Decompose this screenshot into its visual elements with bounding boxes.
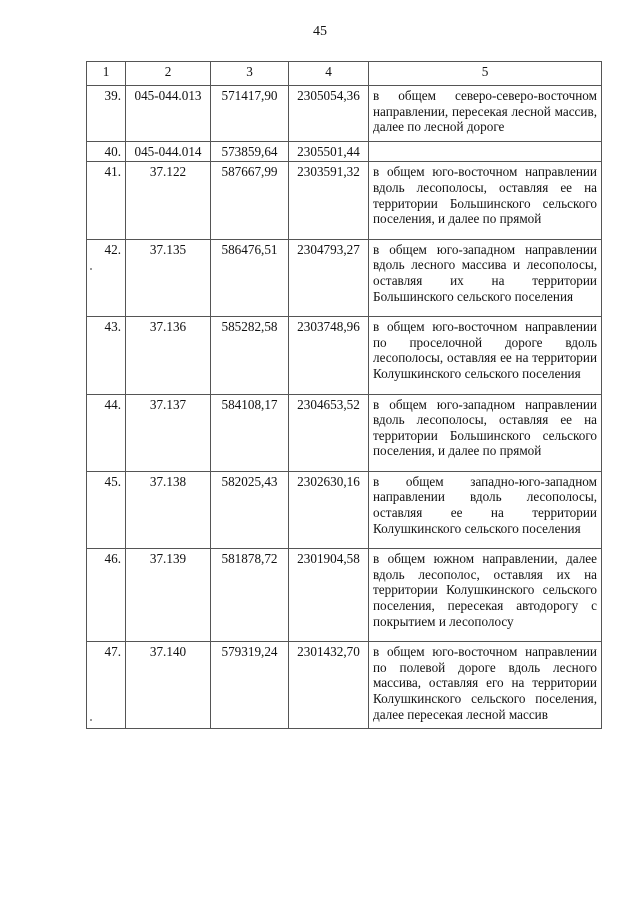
coordinate-y: 2302630,16	[289, 471, 369, 548]
coordinate-x: 579319,24	[211, 642, 289, 729]
coordinate-y: 2304793,27	[289, 239, 369, 316]
table-row	[87, 317, 602, 394]
row-number: 45.	[87, 471, 126, 548]
row-number: 43.	[87, 317, 126, 394]
margin-dot	[90, 268, 92, 270]
point-code: 37.122	[126, 162, 211, 239]
coordinate-x: 571417,90	[211, 86, 289, 142]
row-number: 42.	[87, 239, 126, 316]
margin-dot	[90, 719, 92, 721]
column-header: 5	[369, 62, 602, 86]
point-code: 045-044.013	[126, 86, 211, 142]
coordinate-x: 585282,58	[211, 317, 289, 394]
table-row	[87, 86, 602, 142]
point-code: 37.138	[126, 471, 211, 548]
point-code: 045-044.014	[126, 141, 211, 162]
row-number: 41.	[87, 162, 126, 239]
table-row	[87, 394, 602, 471]
point-code: 37.140	[126, 642, 211, 729]
coordinate-x: 584108,17	[211, 394, 289, 471]
coordinate-x: 581878,72	[211, 549, 289, 642]
coordinate-y: 2303591,32	[289, 162, 369, 239]
boundary-points-table	[86, 61, 602, 729]
coordinate-x: 573859,64	[211, 141, 289, 162]
table-row	[87, 162, 602, 239]
point-code: 37.137	[126, 394, 211, 471]
column-header: 2	[126, 62, 211, 86]
row-number: 39.	[87, 86, 126, 142]
point-code: 37.139	[126, 549, 211, 642]
table-row	[87, 549, 602, 642]
row-number: 46.	[87, 549, 126, 642]
coordinate-x: 587667,99	[211, 162, 289, 239]
coordinate-x: 586476,51	[211, 239, 289, 316]
row-number: 40.	[87, 141, 126, 162]
table-row	[87, 642, 602, 729]
boundary-description: в общем южном направлении, далее вдоль лесополос, оставляя их на территории Колушкинского сельского поселения, пересекая автодорогу с покрытием и лесополосу	[369, 549, 602, 642]
coordinate-y: 2301904,58	[289, 549, 369, 642]
coordinate-y: 2305501,44	[289, 141, 369, 162]
boundary-description: в общем юго-западном направлении вдоль лесополосы, оставляя ее на территории Большинского сельского поселения, и далее по прямой	[369, 394, 602, 471]
column-header: 1	[87, 62, 126, 86]
table-row	[87, 141, 602, 162]
boundary-description	[369, 141, 602, 162]
boundary-description: в общем юго-восточном направлении вдоль лесополосы, оставляя ее на территории Большинского сельского поселения, и далее по прямой	[369, 162, 602, 239]
column-header: 3	[211, 62, 289, 86]
coordinate-y: 2303748,96	[289, 317, 369, 394]
table-header-row	[87, 62, 602, 86]
column-header: 4	[289, 62, 369, 86]
coordinate-y: 2301432,70	[289, 642, 369, 729]
point-code: 37.135	[126, 239, 211, 316]
coordinate-y: 2304653,52	[289, 394, 369, 471]
row-number: 44.	[87, 394, 126, 471]
table-row	[87, 471, 602, 548]
table-row	[87, 239, 602, 316]
boundary-description: в общем юго-западном направлении вдоль лесного массива и лесополосы, оставляя их на территории Большинского сельского поселения	[369, 239, 602, 316]
boundary-description: в общем юго-восточном направлении по проселочной дороге вдоль лесополосы, оставляя ее на территории Колушкинского сельского поселения	[369, 317, 602, 394]
boundary-description: в общем западно-юго-западном направлении вдоль лесополосы, оставляя ее на территории Колушкинского сельского поселения	[369, 471, 602, 548]
boundary-description: в общем северо-северо-восточном направлении, пересекая лесной массив, далее по лесной дороге	[369, 86, 602, 142]
boundary-description: в общем юго-восточном направлении по полевой дороге вдоль лесного массива, оставляя его на территории Колушкинского сельского поселения, далее пересекая лесной массив	[369, 642, 602, 729]
row-number: 47.	[87, 642, 126, 729]
point-code: 37.136	[126, 317, 211, 394]
coordinate-y: 2305054,36	[289, 86, 369, 142]
page-number: 45	[313, 24, 327, 39]
coordinate-x: 582025,43	[211, 471, 289, 548]
